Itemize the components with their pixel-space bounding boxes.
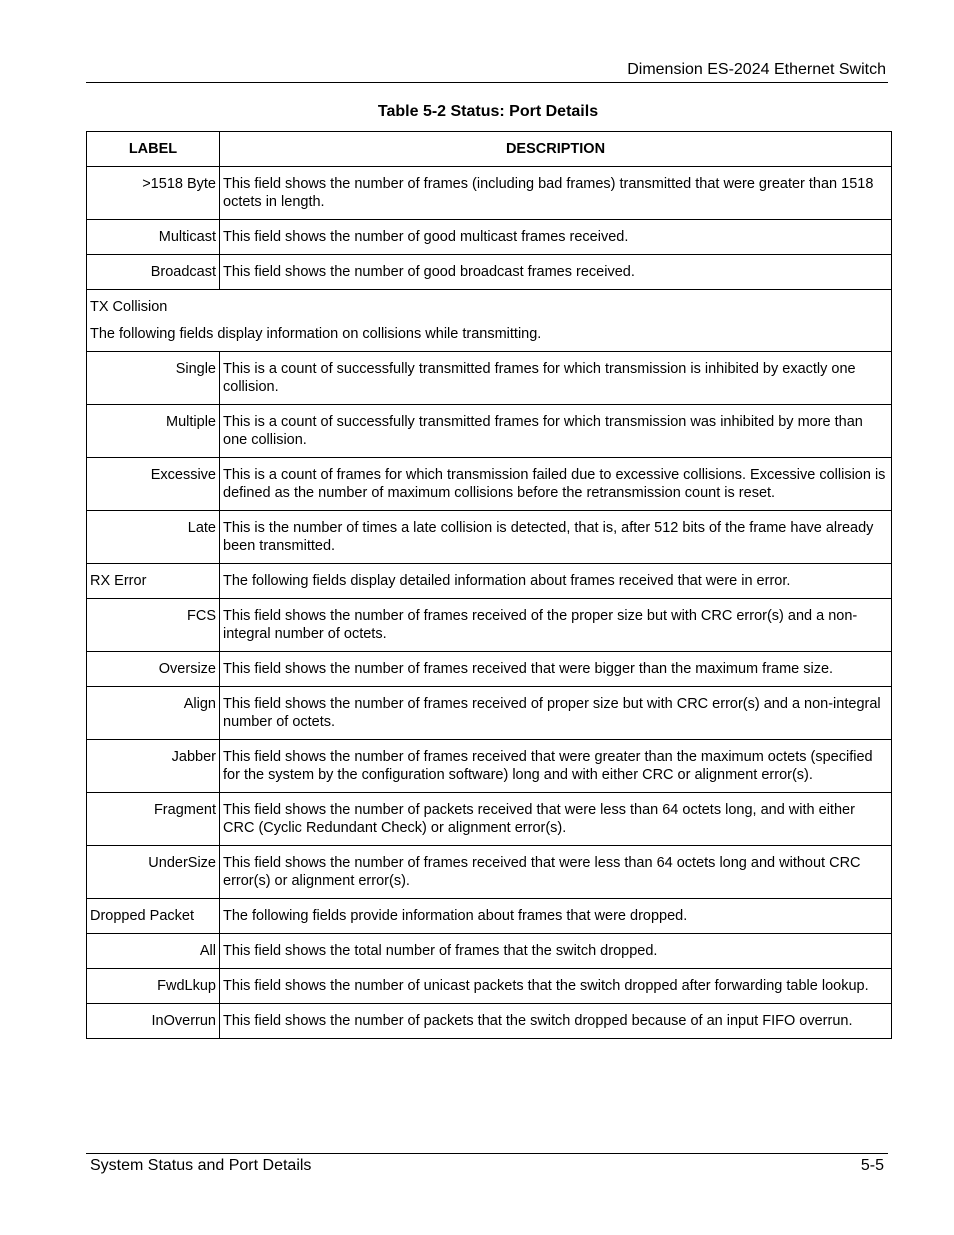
- row-label: >1518 Byte: [87, 167, 220, 220]
- row-label: InOverrun: [87, 1004, 220, 1039]
- column-header-label: LABEL: [87, 132, 220, 167]
- row-description: This is a count of successfully transmitted frames for which transmission is inhibited by exactly one collision.: [220, 352, 892, 405]
- table-row: [87, 740, 892, 793]
- row-label: Oversize: [87, 652, 220, 687]
- row-label: Broadcast: [87, 255, 220, 290]
- row-label: FwdLkup: [87, 969, 220, 1004]
- column-header-description: DESCRIPTION: [220, 132, 892, 167]
- row-description: This field shows the number of packets that the switch dropped because of an input FIFO overrun.: [220, 1004, 892, 1039]
- table-row: [87, 899, 892, 934]
- row-description: This is a count of frames for which transmission failed due to excessive collisions. Excessive collision is defined as the number of maximum collisions before the retransmission count is reset.: [220, 458, 892, 511]
- table-row: [87, 511, 892, 564]
- row-description: This field shows the number of frames (including bad frames) transmitted that were greater than 1518 octets in length.: [220, 167, 892, 220]
- row-description: This field shows the number of frames received that were less than 64 octets long and without CRC error(s) or alignment error(s).: [220, 846, 892, 899]
- row-description: The following fields provide information about frames that were dropped.: [220, 899, 892, 934]
- row-label: Multiple: [87, 405, 220, 458]
- table-row: [87, 599, 892, 652]
- row-label: UnderSize: [87, 846, 220, 899]
- row-label: Align: [87, 687, 220, 740]
- table-row: [87, 167, 892, 220]
- table-row: [87, 220, 892, 255]
- row-description: This field shows the number of packets received that were less than 64 octets long, and with either CRC (Cyclic Redundant Check) or alignment error(s).: [220, 793, 892, 846]
- page-number: 5-5: [860, 1157, 884, 1174]
- row-label: Dropped Packet: [87, 899, 220, 934]
- table-row: [87, 255, 892, 290]
- row-description: The following fields display detailed information about frames received that were in error.: [220, 564, 892, 599]
- document-title: Dimension ES-2024 Ethernet Switch: [627, 61, 886, 78]
- row-description: This field shows the number of good multicast frames received.: [220, 220, 892, 255]
- row-label: FCS: [87, 599, 220, 652]
- table-row: [87, 793, 892, 846]
- row-description: This field shows the number of unicast packets that the switch dropped after forwarding table lookup.: [220, 969, 892, 1004]
- table-row: [87, 652, 892, 687]
- table-row: [87, 564, 892, 599]
- row-description: This field shows the number of frames received of the proper size but with CRC error(s) and a non-integral number of octets.: [220, 599, 892, 652]
- table-row: [87, 846, 892, 899]
- row-label: Excessive: [87, 458, 220, 511]
- row-description: This field shows the number of frames received that were bigger than the maximum frame size.: [220, 652, 892, 687]
- table-row: [87, 687, 892, 740]
- row-description: This field shows the number of frames received that were greater than the maximum octets (specified for the system by the configuration software) long and with either CRC or alignment error(s).: [220, 740, 892, 793]
- row-description: This field shows the number of frames received of proper size but with CRC error(s) and a non-integral number of octets.: [220, 687, 892, 740]
- table-row: [87, 969, 892, 1004]
- port-details-table: [86, 131, 892, 1039]
- page-header: [86, 60, 888, 83]
- row-label: TX Collision: [90, 299, 168, 315]
- table-row: [87, 934, 892, 969]
- section-row-cell: [87, 290, 892, 352]
- row-description: This is a count of successfully transmitted frames for which transmission was inhibited by more than one collision.: [220, 405, 892, 458]
- row-description: The following fields display information on collisions while transmitting.: [90, 326, 542, 342]
- table-row: [87, 290, 892, 352]
- table-row: [87, 1004, 892, 1039]
- row-description: This field shows the number of good broadcast frames received.: [220, 255, 892, 290]
- table-row: [87, 458, 892, 511]
- row-label: Single: [87, 352, 220, 405]
- table-row: [87, 352, 892, 405]
- row-label: RX Error: [87, 564, 220, 599]
- table-caption: Table 5-2 Status: Port Details: [377, 103, 599, 120]
- page-footer: [86, 1153, 888, 1174]
- row-label: Jabber: [87, 740, 220, 793]
- row-label: Fragment: [87, 793, 220, 846]
- row-label: Multicast: [87, 220, 220, 255]
- row-description: This is the number of times a late collision is detected, that is, after 512 bits of the frame have already been transmitted.: [220, 511, 892, 564]
- footer-section-title: System Status and Port Details: [90, 1157, 312, 1174]
- row-description: This field shows the total number of frames that the switch dropped.: [220, 934, 892, 969]
- table-header-row: [87, 132, 892, 167]
- row-label: Late: [87, 511, 220, 564]
- table-body: [87, 167, 892, 1039]
- row-label: All: [87, 934, 220, 969]
- table-row: [87, 405, 892, 458]
